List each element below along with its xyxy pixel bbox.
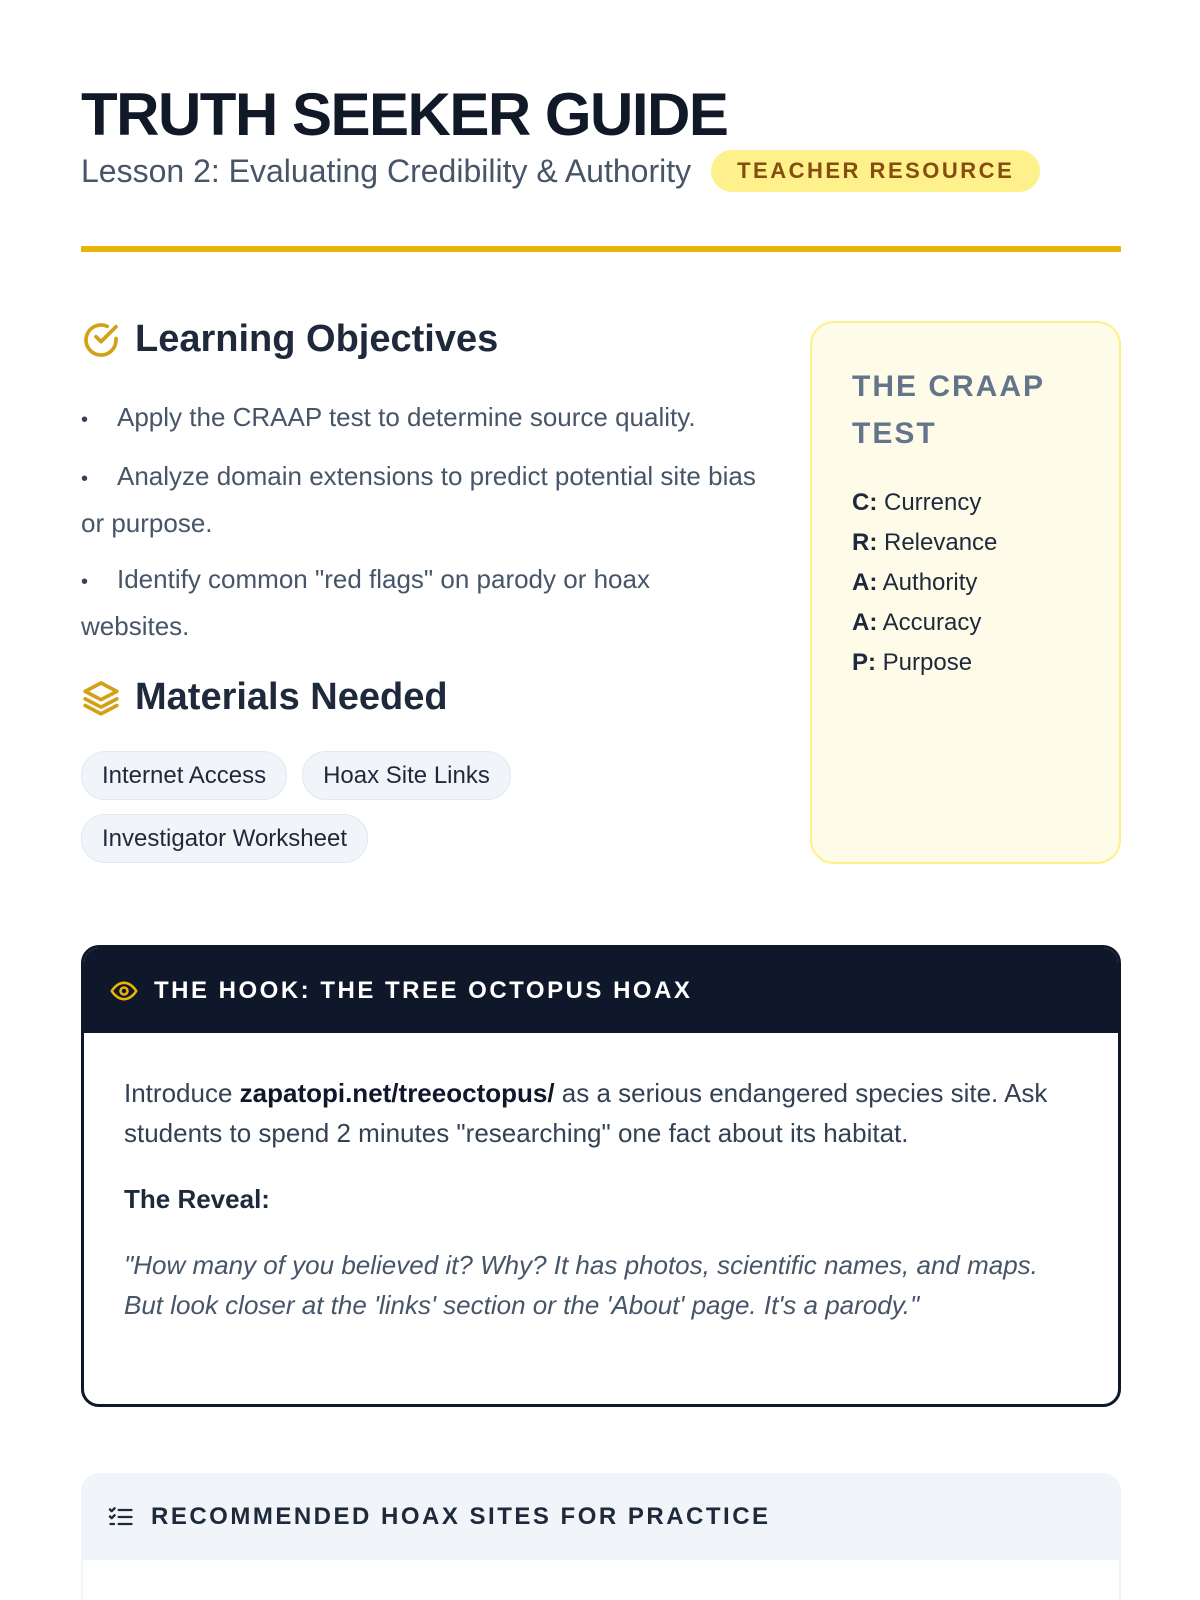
list-item — [81, 454, 761, 545]
hook-body — [84, 1033, 1118, 1325]
hook-card — [81, 945, 1121, 1407]
bullet-marker: • — [81, 571, 89, 593]
hook-header-label: THE HOOK: THE TREE OCTOPUS HOAX — [154, 976, 693, 1004]
craap-title: THE CRAAP TEST — [852, 370, 1045, 450]
craap-word: Relevance — [884, 529, 998, 556]
material-tag: Internet Access — [81, 751, 287, 800]
check-circle-icon — [81, 320, 121, 360]
recommended-header-label: RECOMMENDED HOAX SITES FOR PRACTICE — [151, 1502, 771, 1530]
header-divider — [81, 246, 1121, 252]
objective-text: Identify common "red flags" on parody or hoax websites. — [81, 564, 650, 641]
craap-item — [852, 523, 1079, 563]
hook-reveal-quote: "How many of you believed it? Why? It has photos, scientific names, and maps. But look closer at the 'links' section or the 'About' page. It's a parody." — [124, 1250, 1038, 1320]
page-title: TRUTH SEEKER GUIDE — [81, 81, 728, 148]
hook-site-url: zapatopi.net/treeoctopus/ — [239, 1078, 555, 1108]
hook-header — [84, 948, 1118, 1033]
recommended-header — [81, 1473, 1121, 1560]
subtitle-row — [81, 150, 1040, 192]
craap-letter: R: — [852, 529, 878, 556]
material-tag: Investigator Worksheet — [81, 814, 368, 863]
recommended-sites-card — [81, 1473, 1121, 1600]
bullet-marker: • — [81, 409, 89, 431]
hook-reveal-label: The Reveal: — [124, 1184, 270, 1214]
craap-word: Currency — [884, 489, 982, 516]
craap-word: Accuracy — [882, 609, 982, 636]
hook-intro-suffix: as a serious endangered species site. Ask students to spend 2 minutes "researching" one fact about its habitat. — [124, 1078, 1048, 1148]
craap-test-card — [810, 321, 1121, 864]
material-tag: Hoax Site Links — [302, 751, 511, 800]
lesson-subtitle: Lesson 2: Evaluating Credibility & Authority — [81, 152, 692, 189]
materials-list — [81, 751, 761, 863]
craap-letter: A: — [852, 609, 878, 636]
craap-item — [852, 563, 1079, 603]
list-item — [81, 395, 761, 442]
teacher-resource-badge: TEACHER RESOURCE — [711, 150, 1040, 192]
objectives-heading-label: Learning Objectives — [135, 318, 499, 360]
craap-item — [852, 643, 1079, 683]
craap-word: Authority — [882, 569, 978, 596]
list-checks-icon — [107, 1503, 135, 1531]
craap-item — [852, 483, 1079, 523]
objective-text: Analyze domain extensions to predict potential site bias or purpose. — [81, 461, 756, 538]
craap-word: Purpose — [882, 649, 973, 676]
layers-icon — [81, 678, 121, 718]
objectives-heading — [81, 318, 498, 361]
hook-intro-prefix: Introduce — [124, 1078, 240, 1108]
recommended-body — [83, 1560, 1119, 1600]
objective-text: Apply the CRAAP test to determine source quality. — [117, 402, 696, 432]
bullet-marker: • — [81, 468, 89, 490]
craap-letter: A: — [852, 569, 878, 596]
eye-icon — [110, 977, 138, 1005]
hook-intro — [124, 1073, 1078, 1153]
objectives-list — [81, 395, 761, 660]
craap-item — [852, 603, 1079, 643]
craap-letter: P: — [852, 649, 876, 676]
materials-heading-label: Materials Needed — [135, 676, 448, 718]
craap-letter: C: — [852, 489, 878, 516]
materials-heading — [81, 676, 448, 719]
list-item — [81, 557, 761, 648]
